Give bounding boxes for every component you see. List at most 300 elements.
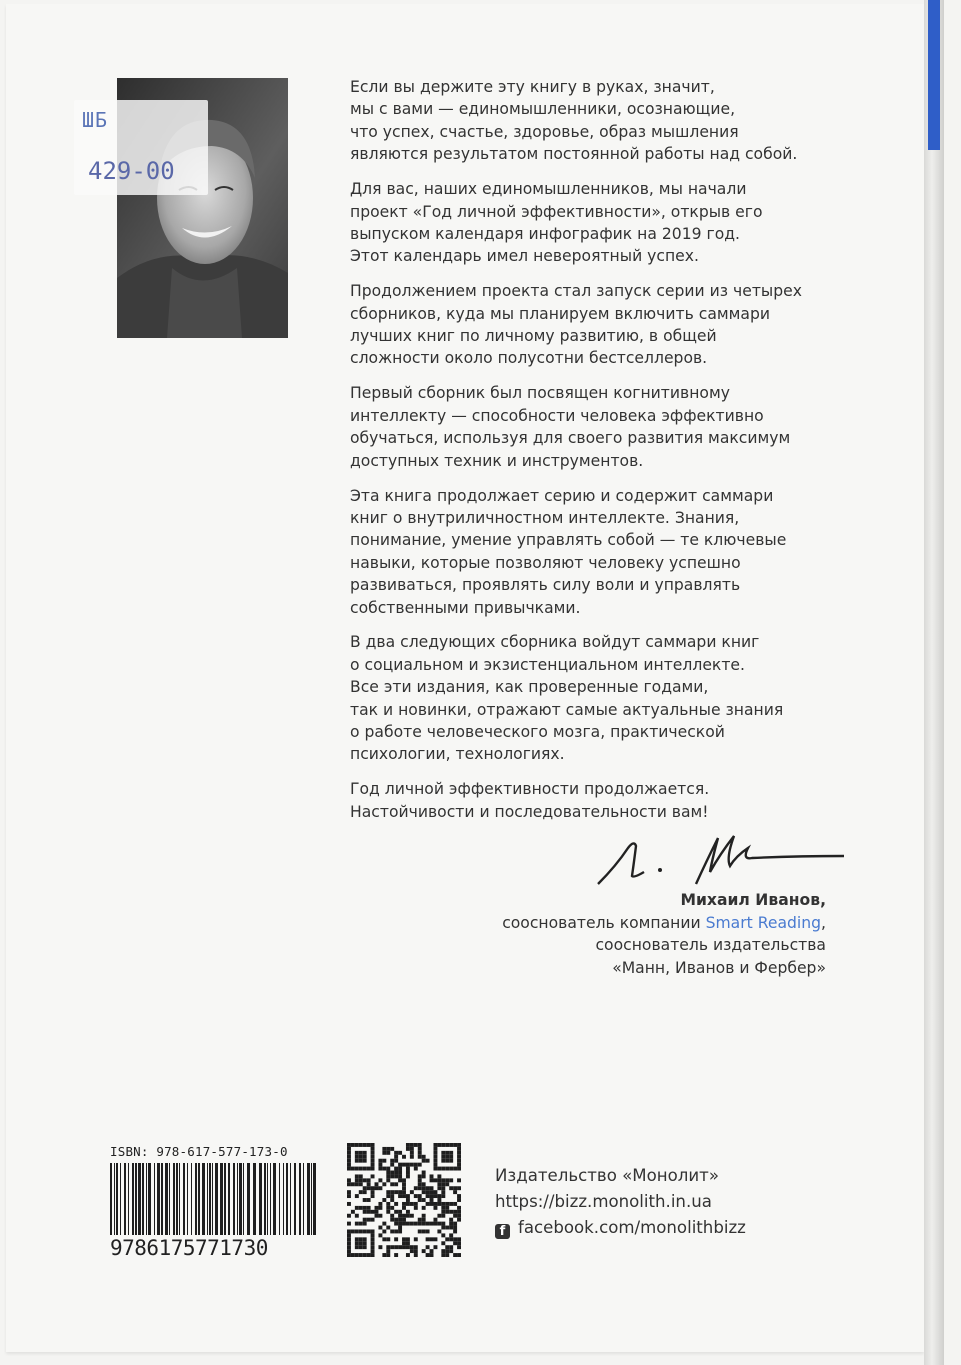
qr-module	[367, 1253, 371, 1257]
qr-module	[371, 1194, 375, 1198]
barcode-bar	[142, 1163, 144, 1235]
qr-module	[441, 1178, 445, 1182]
qr-module	[433, 1194, 437, 1198]
qr-module	[363, 1237, 367, 1241]
smart-reading-link[interactable]: Smart Reading	[705, 913, 822, 932]
qr-module	[457, 1178, 461, 1182]
qr-module	[445, 1167, 449, 1171]
qr-module	[457, 1206, 461, 1210]
qr-module	[375, 1214, 379, 1218]
qr-module	[406, 1245, 410, 1249]
qr-module	[367, 1206, 371, 1210]
barcode-bar	[165, 1163, 168, 1235]
qr-module	[422, 1218, 426, 1222]
qr-module	[430, 1198, 434, 1202]
qr-module	[378, 1159, 382, 1163]
qr-module	[426, 1202, 430, 1206]
qr-module	[441, 1210, 445, 1214]
qr-module	[433, 1237, 437, 1241]
qr-module	[386, 1226, 390, 1230]
qr-module	[375, 1206, 379, 1210]
qr-module	[437, 1182, 441, 1186]
qr-module	[433, 1218, 437, 1222]
qr-module	[406, 1167, 410, 1171]
barcode-bar	[110, 1163, 112, 1235]
author-role-1-prefix: сооснователь компании	[502, 913, 706, 932]
barcode-bar	[135, 1163, 137, 1235]
qr-module	[406, 1194, 410, 1198]
qr-module	[441, 1143, 445, 1147]
qr-module	[418, 1222, 422, 1226]
qr-module	[371, 1210, 375, 1214]
qr-module	[347, 1178, 351, 1182]
qr-module	[457, 1245, 461, 1249]
qr-module	[406, 1241, 410, 1245]
qr-module	[402, 1190, 406, 1194]
qr-module	[386, 1147, 390, 1151]
barcode-bar	[116, 1163, 118, 1235]
qr-module	[422, 1229, 426, 1233]
qr-module	[457, 1253, 461, 1257]
qr-module	[449, 1218, 453, 1222]
qr-module	[453, 1253, 457, 1257]
qr-module	[402, 1155, 406, 1159]
qr-module	[410, 1190, 414, 1194]
barcode-bar	[157, 1163, 160, 1235]
qr-module	[453, 1210, 457, 1214]
qr-module	[441, 1186, 445, 1190]
barcode-bar	[228, 1163, 230, 1235]
qr-module	[371, 1167, 375, 1171]
qr-module	[445, 1249, 449, 1253]
qr-module	[359, 1190, 363, 1194]
qr-module	[347, 1237, 351, 1241]
qr-module	[371, 1159, 375, 1163]
publisher-facebook[interactable]	[495, 1215, 746, 1241]
barcode-bar	[198, 1163, 200, 1235]
qr-module	[398, 1229, 402, 1233]
qr-module	[394, 1171, 398, 1175]
paragraph-1	[350, 76, 830, 166]
qr-module	[457, 1155, 461, 1159]
qr-module	[394, 1174, 398, 1178]
qr-module	[347, 1182, 351, 1186]
qr-module	[394, 1202, 398, 1206]
qr-module	[355, 1155, 359, 1159]
qr-module	[398, 1218, 402, 1222]
qr-module	[390, 1159, 394, 1163]
qr-module	[441, 1233, 445, 1237]
text-line: проект «Год личной эффективности», открыв его	[350, 202, 763, 221]
qr-module	[410, 1155, 414, 1159]
qr-module	[347, 1147, 351, 1151]
publisher-info	[495, 1163, 746, 1241]
qr-module	[422, 1174, 426, 1178]
qr-module	[410, 1222, 414, 1226]
qr-module	[457, 1194, 461, 1198]
barcode-bar	[247, 1163, 250, 1235]
qr-module	[371, 1245, 375, 1249]
qr-module	[402, 1202, 406, 1206]
qr-module	[347, 1159, 351, 1163]
qr-module	[418, 1151, 422, 1155]
qr-module	[449, 1143, 453, 1147]
qr-module	[453, 1229, 457, 1233]
qr-module	[453, 1226, 457, 1230]
barcode-bar	[279, 1163, 280, 1235]
qr-module	[386, 1253, 390, 1257]
qr-module	[355, 1174, 359, 1178]
qr-module	[347, 1249, 351, 1253]
barcode-bar	[207, 1163, 208, 1235]
qr-module	[390, 1206, 394, 1210]
text-line: доступных техник и инструментов.	[350, 451, 644, 470]
qr-module	[367, 1198, 371, 1202]
qr-module	[367, 1186, 371, 1190]
barcode-bar	[264, 1163, 266, 1235]
qr-module	[426, 1222, 430, 1226]
barcode-bar	[138, 1163, 141, 1235]
qr-module	[398, 1210, 402, 1214]
qr-module	[406, 1222, 410, 1226]
qr-module	[378, 1202, 382, 1206]
barcode-bar	[307, 1163, 310, 1235]
qr-module	[433, 1178, 437, 1182]
qr-module	[394, 1210, 398, 1214]
qr-module	[394, 1190, 398, 1194]
qr-module	[449, 1151, 453, 1155]
qr-module	[382, 1222, 386, 1226]
paragraph-6	[350, 631, 830, 765]
qr-module	[441, 1155, 445, 1159]
qr-module	[347, 1167, 351, 1171]
qr-module	[414, 1245, 418, 1249]
barcode-bar	[169, 1163, 170, 1235]
paragraph-5	[350, 485, 830, 619]
barcode-bar	[273, 1163, 276, 1235]
qr-module	[445, 1237, 449, 1241]
qr-module	[406, 1163, 410, 1167]
qr-module	[430, 1186, 434, 1190]
qr-module	[433, 1206, 437, 1210]
qr-module	[441, 1241, 445, 1245]
qr-module	[457, 1241, 461, 1245]
qr-module	[367, 1167, 371, 1171]
qr-module	[437, 1214, 441, 1218]
text-line: книг о внутриличностном интеллекте. Знания,	[350, 508, 740, 527]
qr-module	[398, 1245, 402, 1249]
qr-module	[453, 1202, 457, 1206]
barcode-bar	[173, 1163, 175, 1235]
qr-module	[355, 1206, 359, 1210]
barcode-bar	[146, 1163, 147, 1235]
qr-module	[445, 1210, 449, 1214]
qr-module	[394, 1218, 398, 1222]
qr-module	[355, 1182, 359, 1186]
qr-module	[359, 1229, 363, 1233]
qr-module	[414, 1222, 418, 1226]
qr-module	[406, 1253, 410, 1257]
qr-module	[371, 1155, 375, 1159]
qr-module	[414, 1186, 418, 1190]
qr-module	[457, 1237, 461, 1241]
paragraph-2	[350, 178, 830, 268]
qr-module	[355, 1245, 359, 1249]
qr-module	[433, 1163, 437, 1167]
qr-module	[410, 1143, 414, 1147]
qr-module	[382, 1182, 386, 1186]
qr-module	[453, 1214, 457, 1218]
qr-module	[394, 1229, 398, 1233]
barcode-bar	[243, 1163, 244, 1235]
qr-module	[367, 1229, 371, 1233]
qr-module	[390, 1198, 394, 1202]
qr-module	[422, 1155, 426, 1159]
qr-module	[453, 1167, 457, 1171]
qr-module	[426, 1253, 430, 1257]
qr-module	[437, 1194, 441, 1198]
qr-module	[422, 1222, 426, 1226]
barcode-bar	[176, 1163, 178, 1235]
facebook-icon: f	[495, 1224, 510, 1239]
qr-module	[390, 1182, 394, 1186]
qr-module	[449, 1237, 453, 1241]
qr-module	[378, 1163, 382, 1167]
qr-module	[351, 1253, 355, 1257]
paragraph-7	[350, 778, 830, 823]
qr-module	[382, 1147, 386, 1151]
qr-module	[378, 1206, 382, 1210]
qr-module	[414, 1253, 418, 1257]
qr-module	[363, 1253, 367, 1257]
qr-module	[402, 1237, 406, 1241]
qr-module	[430, 1202, 434, 1206]
qr-module	[355, 1178, 359, 1182]
qr-module	[382, 1229, 386, 1233]
qr-module	[351, 1182, 355, 1186]
qr-module	[449, 1226, 453, 1230]
qr-module	[347, 1194, 351, 1198]
qr-module	[410, 1245, 414, 1249]
barcode-bar	[161, 1163, 163, 1235]
spine-accent-stripe	[928, 0, 940, 150]
qr-module	[437, 1167, 441, 1171]
qr-module	[386, 1167, 390, 1171]
qr-module	[406, 1198, 410, 1202]
qr-module	[371, 1143, 375, 1147]
barcode-bar	[259, 1163, 262, 1235]
qr-module	[375, 1210, 379, 1214]
qr-module	[359, 1182, 363, 1186]
qr-module	[402, 1218, 406, 1222]
qr-module	[359, 1237, 363, 1241]
barcode-bar	[191, 1163, 192, 1235]
text-line: что успех, счастье, здоровье, образ мышления	[350, 122, 739, 141]
text-line: психологии, технологиях.	[350, 745, 565, 764]
qr-module	[457, 1210, 461, 1214]
qr-module	[363, 1222, 367, 1226]
barcode-bar	[124, 1163, 126, 1235]
qr-module	[441, 1167, 445, 1171]
qr-module	[441, 1222, 445, 1226]
qr-module	[386, 1171, 390, 1175]
qr-module	[394, 1237, 398, 1241]
barcode-bar	[313, 1163, 316, 1235]
qr-module	[418, 1186, 422, 1190]
barcode-bar	[183, 1163, 185, 1235]
qr-module	[402, 1206, 406, 1210]
text-line: Первый сборник был посвящен когнитивному	[350, 384, 730, 403]
qr-module	[445, 1206, 449, 1210]
qr-module	[390, 1171, 394, 1175]
qr-module	[441, 1202, 445, 1206]
qr-module	[449, 1233, 453, 1237]
qr-module	[422, 1198, 426, 1202]
sticker-price: 429-00	[88, 157, 175, 185]
qr-module	[378, 1233, 382, 1237]
qr-module	[363, 1241, 367, 1245]
barcode-bar	[202, 1163, 205, 1235]
qr-module	[445, 1245, 449, 1249]
qr-module	[347, 1253, 351, 1257]
qr-module	[414, 1237, 418, 1241]
qr-module	[414, 1143, 418, 1147]
text-line: сборников, куда мы планируем включить саммари	[350, 304, 771, 323]
qr-module	[386, 1190, 390, 1194]
qr-module	[437, 1178, 441, 1182]
qr-module	[426, 1229, 430, 1233]
qr-module	[457, 1147, 461, 1151]
text-line: Продолжением проекта стал запуск серии из четырех	[350, 282, 802, 301]
qr-module	[437, 1202, 441, 1206]
text-line: Настойчивости и последовательности вам!	[350, 802, 709, 821]
qr-module	[418, 1218, 422, 1222]
barcode-bar	[290, 1163, 291, 1235]
barcode-bar	[120, 1163, 121, 1235]
qr-module	[355, 1241, 359, 1245]
qr-module	[418, 1155, 422, 1159]
qr-module	[449, 1222, 453, 1226]
qr-module	[398, 1178, 402, 1182]
qr-module	[371, 1237, 375, 1241]
qr-module	[433, 1155, 437, 1159]
qr-module	[363, 1245, 367, 1249]
qr-module	[386, 1194, 390, 1198]
text-line: развиваться, проявлять силу воли и управлять	[350, 576, 741, 595]
barcode-bar	[237, 1163, 238, 1235]
qr-module	[386, 1210, 390, 1214]
qr-module	[406, 1147, 410, 1151]
qr-module	[433, 1222, 437, 1226]
barcode-bar	[270, 1163, 271, 1235]
qr-module	[390, 1190, 394, 1194]
facebook-link[interactable]: facebook.com/monolithbizz	[518, 1218, 746, 1237]
qr-module	[402, 1194, 406, 1198]
barcode-digits: 9786175771730	[110, 1236, 268, 1260]
publisher-url[interactable]: https://bizz.monolith.in.ua	[495, 1192, 712, 1211]
qr-module	[430, 1222, 434, 1226]
author-role-1-suffix: ,	[821, 913, 826, 932]
qr-code[interactable]	[347, 1143, 461, 1257]
qr-module	[371, 1249, 375, 1253]
qr-module	[359, 1222, 363, 1226]
qr-module	[410, 1202, 414, 1206]
qr-module	[394, 1167, 398, 1171]
qr-module	[457, 1151, 461, 1155]
barcode-bar	[220, 1163, 223, 1235]
qr-module	[371, 1218, 375, 1222]
qr-module	[406, 1143, 410, 1147]
barcode-bar	[154, 1163, 155, 1235]
qr-module	[402, 1241, 406, 1245]
qr-module	[371, 1174, 375, 1178]
text-line: Для вас, наших единомышленников, мы начали	[350, 180, 747, 199]
qr-module	[351, 1229, 355, 1233]
text-line: Эта книга продолжает серию и содержит саммари	[350, 486, 774, 505]
paragraph-3	[350, 280, 830, 370]
qr-module	[355, 1237, 359, 1241]
qr-module	[430, 1253, 434, 1257]
qr-module	[382, 1167, 386, 1171]
qr-module	[418, 1198, 422, 1202]
text-line: В два следующих сборника войдут саммари книг	[350, 633, 760, 652]
qr-module	[445, 1202, 449, 1206]
qr-module	[445, 1253, 449, 1257]
author-signature	[596, 826, 846, 890]
qr-module	[367, 1182, 371, 1186]
qr-module	[422, 1206, 426, 1210]
qr-module	[394, 1159, 398, 1163]
qr-module	[402, 1182, 406, 1186]
qr-module	[398, 1226, 402, 1230]
qr-module	[457, 1214, 461, 1218]
qr-module	[449, 1249, 453, 1253]
qr-module	[386, 1237, 390, 1241]
qr-module	[402, 1222, 406, 1226]
qr-module	[355, 1151, 359, 1155]
qr-module	[433, 1245, 437, 1249]
qr-module	[359, 1151, 363, 1155]
qr-module	[422, 1171, 426, 1175]
qr-module	[422, 1186, 426, 1190]
barcode-bar	[294, 1163, 296, 1235]
qr-module	[347, 1214, 351, 1218]
qr-module	[394, 1245, 398, 1249]
barcode-bar	[303, 1163, 304, 1235]
qr-module	[441, 1214, 445, 1218]
text-line: о работе человеческого мозга, практической	[350, 723, 725, 742]
qr-module	[347, 1163, 351, 1167]
qr-module	[390, 1147, 394, 1151]
qr-module	[394, 1182, 398, 1186]
qr-module	[371, 1186, 375, 1190]
paragraph-4	[350, 382, 830, 472]
book-spine	[924, 0, 944, 1365]
barcode-bar	[283, 1163, 284, 1235]
qr-module	[457, 1159, 461, 1163]
qr-module	[359, 1245, 363, 1249]
qr-module	[378, 1226, 382, 1230]
qr-module	[390, 1214, 394, 1218]
qr-module	[351, 1167, 355, 1171]
qr-module	[418, 1182, 422, 1186]
qr-module	[394, 1222, 398, 1226]
qr-module	[355, 1222, 359, 1226]
qr-module	[390, 1163, 394, 1167]
author-name: Михаил Иванов,	[680, 891, 826, 909]
qr-module	[426, 1194, 430, 1198]
qr-module	[355, 1167, 359, 1171]
